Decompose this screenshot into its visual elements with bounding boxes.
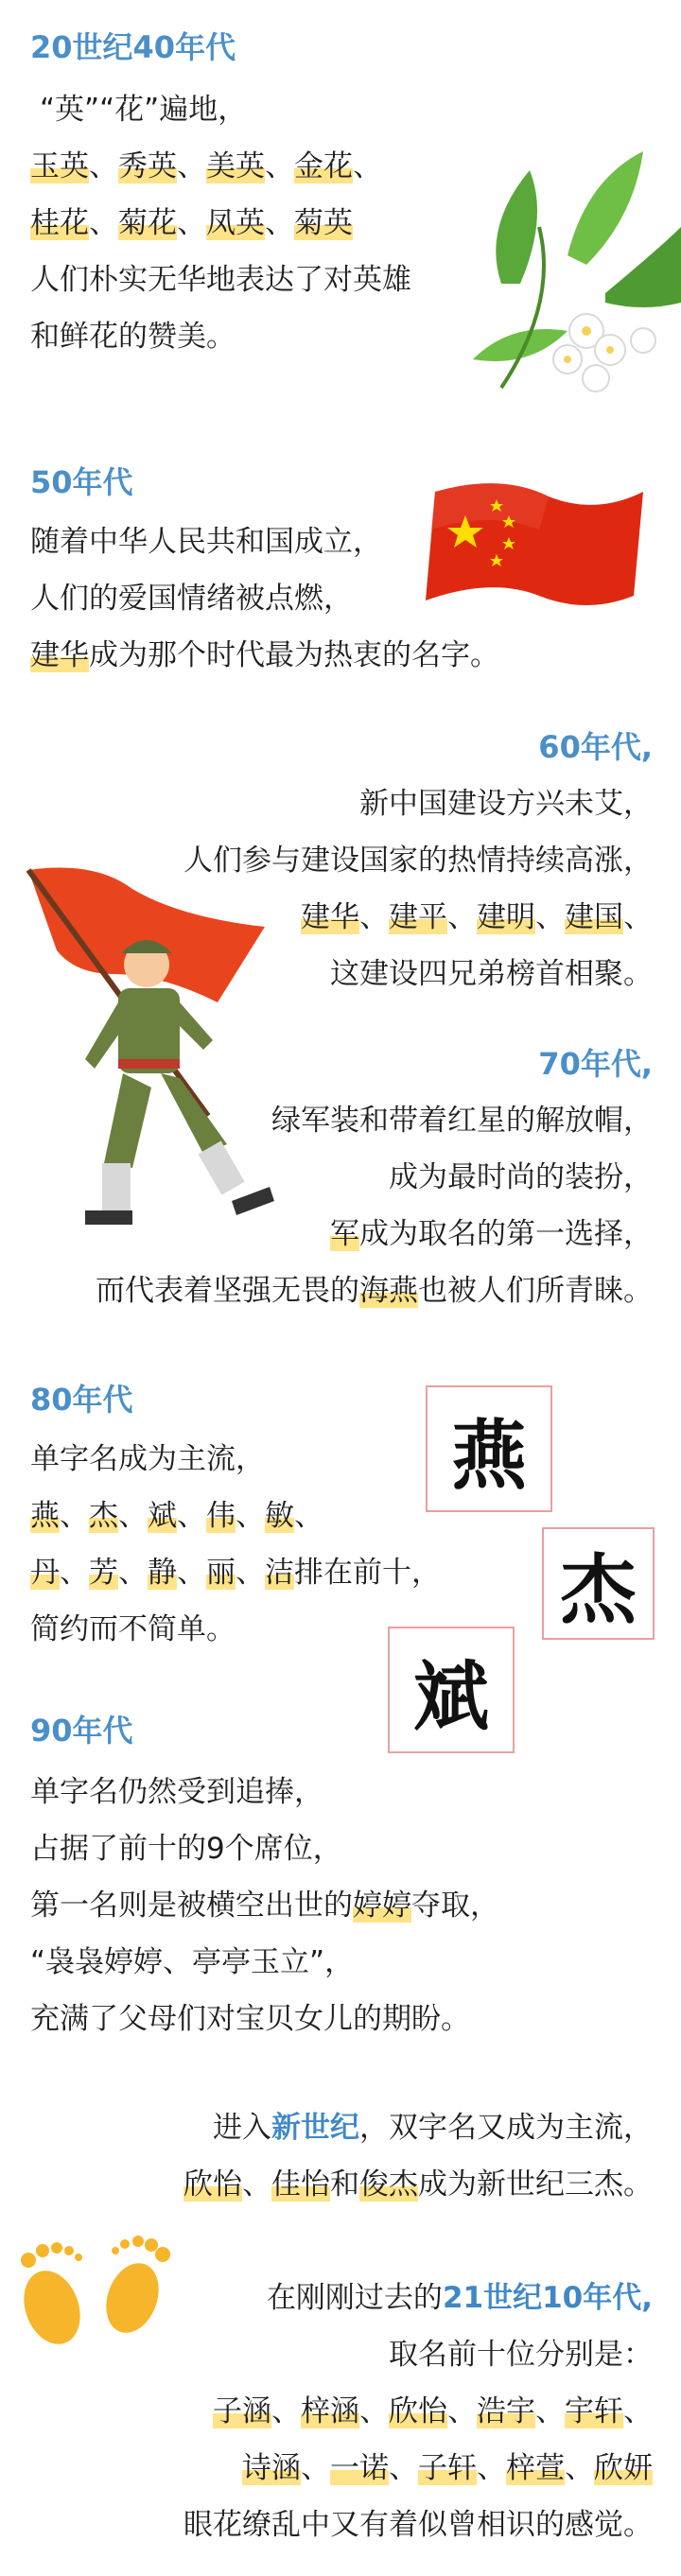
s2010-row2-name-2: 子轩 [418,2451,477,2485]
s80-row2-name-1: 芳 [89,1556,118,1590]
separator: 、 [359,2394,389,2428]
separator: 、 [359,900,389,934]
names-1980s-row1 [30,1488,323,1544]
separator: 、 [236,1556,265,1590]
text-1940s-line5: 和鲜花的赞美。 [30,320,236,354]
text-1970s-line4-a: 而代表着坚强无畏的 [96,1274,359,1308]
text-new-century-line1 [213,2099,653,2156]
separator: 、 [177,1556,206,1590]
s40-row2-name-0: 桂花 [30,206,89,240]
s40-row2-name-3: 菊英 [294,206,353,240]
text-1940s-line4: 人们朴实无华地表达了对英雄 [30,263,411,297]
separator: 、 [60,1556,89,1590]
text-1950s-line3-rest: 成为那个时代最为热衷的名字。 [89,638,499,672]
calligraphy-yan: 燕 [426,1385,552,1512]
text-1990s-line2: 占据了前十的9个席位， [30,1832,342,1866]
separator: 、 [118,1556,148,1590]
separator: 、 [89,206,118,240]
s80-row1-name-1: 杰 [89,1499,118,1533]
separator: 、 [118,1499,148,1533]
names-2010s-row2 [242,2440,653,2497]
separator: 、 [301,2451,330,2485]
s60-name-3: 建国 [565,900,623,934]
text-1970s-line4 [96,1262,653,1319]
text-1970s-line3 [330,1206,653,1262]
highlight-2010s: 21世纪10年代, [442,2281,653,2315]
names-1960s [301,889,653,946]
separator: 、 [177,206,206,240]
text-1960s-line1: 新中国建设方兴未艾， [359,787,653,821]
s80-row2-name-0: 丹 [30,1556,60,1590]
s80-row2-name-4: 洁 [265,1556,294,1590]
text-1980s-line3-rest: 排在前十， [294,1556,441,1590]
text-new-century-line1-a: 进入 [213,2111,271,2145]
s2010-row1-name-0: 子涵 [213,2394,271,2428]
separator: 、 [565,2451,594,2485]
s2010-row2-name-4: 欣妍 [594,2451,653,2485]
footprints-illustration [9,2232,180,2355]
text-1980s-line1: 单字名成为主流， [30,1442,265,1476]
separator: 、 [535,900,565,934]
calligraphy-jie: 杰 [542,1527,655,1640]
separator: 、 [623,2394,653,2428]
names-2010s-row1 [213,2383,653,2440]
text-2010s-line1 [267,2270,653,2326]
text-1970s-line4-b: 也被人们所青睐。 [418,1274,653,1308]
section-1940s [30,28,236,66]
separator: 、 [353,149,382,183]
separator: 、 [447,2394,477,2428]
s2010-row1-name-3: 浩宇 [477,2394,535,2428]
separator: 、 [535,2394,565,2428]
highlight-junjie: 俊杰 [359,2167,418,2202]
flower-illustration [445,113,681,416]
heading-1940s: 20世纪40年代 [30,29,236,65]
separator: 、 [271,2394,301,2428]
highlight-jianhua: 建华 [30,638,89,672]
separator: 、 [242,2167,271,2202]
chinese-flag-illustration [416,473,653,624]
text-1970s-line1: 绿军装和带着红星的解放帽， [271,1104,653,1138]
text-1950s-line2: 人们的爱国情绪被点燃， [30,582,353,616]
text-1950s-line3 [30,627,499,684]
separator: 、 [265,149,294,183]
highlight-jiayi: 佳怡 [271,2167,330,2202]
names-1980s-row2 [30,1544,441,1601]
calligraphy-bin: 斌 [388,1627,515,1753]
separator: 、 [447,900,477,934]
s80-row1-name-2: 斌 [148,1499,177,1533]
s60-name-0: 建华 [301,900,359,934]
highlight-haiyan: 海燕 [359,1274,418,1308]
separator: 、 [236,1499,265,1533]
s60-name-2: 建明 [477,900,535,934]
separator: 、 [89,149,118,183]
text-1940s-line1: “英”“花”遍地， [40,93,248,127]
separator: 、 [623,900,653,934]
soldier-with-flag-illustration [19,861,274,1258]
text-1960s-line2: 人们参与建设国家的热情持续高涨， [183,844,653,878]
heading-1950s: 50年代 [30,464,133,500]
s40-row1-name-3: 金花 [294,149,353,183]
s40-row1-name-2: 美英 [206,149,265,183]
conjunction-he: 和 [330,2167,359,2202]
s80-row2-name-2: 静 [148,1556,177,1590]
text-new-century-line2 [183,2156,653,2213]
heading-1980s: 80年代 [30,1382,133,1418]
separator: 、 [389,2451,418,2485]
text-2010s-line1-a: 在刚刚过去的 [266,2281,443,2315]
s2010-row1-name-4: 宇轩 [565,2394,623,2428]
separator: 、 [177,1499,206,1533]
s2010-row2-name-3: 梓萱 [506,2451,565,2485]
highlight-new-century: 新世纪 [271,2111,359,2145]
text-1980s-line4: 简约而不简单。 [30,1612,236,1646]
s60-name-1: 建平 [389,900,447,934]
heading-1970s: 70年代, [538,1046,653,1082]
s40-row2-name-2: 凤英 [206,206,265,240]
s80-row1-name-3: 伟 [206,1499,236,1533]
s80-row2-name-3: 丽 [206,1556,236,1590]
text-new-century-line2-rest: 成为新世纪三杰。 [418,2167,653,2202]
separator: 、 [60,1499,89,1533]
s40-row1-name-1: 秀英 [118,149,177,183]
names-1940s-row1 [30,138,382,195]
highlight-jun: 军 [330,1217,359,1251]
s80-row1-name-0: 燕 [30,1499,60,1533]
s2010-row2-name-0: 诗涵 [242,2451,301,2485]
text-1970s-line2: 成为最时尚的装扮， [389,1160,653,1194]
text-2010s-line2: 取名前十位分别是： [389,2338,653,2372]
s40-row1-name-0: 玉英 [30,149,89,183]
text-2010s-line4: 眼花缭乱中又有着似曾相识的感觉。 [183,2508,653,2542]
text-1990s-line3 [30,1877,499,1934]
text-1950s-line1: 随着中华人民共和国成立， [30,525,382,559]
highlight-tingting: 婷婷 [353,1888,411,1923]
text-1990s-line1: 单字名仍然受到追捧， [30,1775,323,1809]
separator: 、 [294,1499,323,1533]
text-new-century-line1-b: ，双字名又成为主流， [359,2111,653,2145]
separator: 、 [265,206,294,240]
highlight-xinyi: 欣怡 [183,2167,242,2202]
heading-1990s: 90年代 [30,1713,133,1749]
s2010-row1-name-1: 梓涵 [301,2394,359,2428]
names-1940s-row2 [30,195,353,252]
s40-row2-name-1: 菊花 [118,206,177,240]
text-1990s-line4: “袅袅婷婷、亭亭玉立”， [30,1945,355,1979]
s2010-row1-name-2: 欣怡 [389,2394,447,2428]
text-1990s-line3-a: 第一名则是被横空出世的 [30,1888,353,1923]
s2010-row2-name-1: 一诺 [330,2451,389,2485]
text-1970s-line3-rest: 成为取名的第一选择， [359,1217,653,1251]
separator: 、 [477,2451,506,2485]
text-1990s-line5: 充满了父母们对宝贝女儿的期盼。 [30,2002,470,2036]
separator: 、 [177,149,206,183]
text-1990s-line3-b: 夺取， [411,1888,499,1923]
text-1960s-line4: 这建设四兄弟榜首相聚。 [330,957,653,991]
s80-row1-name-4: 敏 [265,1499,294,1533]
heading-1960s: 60年代, [538,729,653,765]
